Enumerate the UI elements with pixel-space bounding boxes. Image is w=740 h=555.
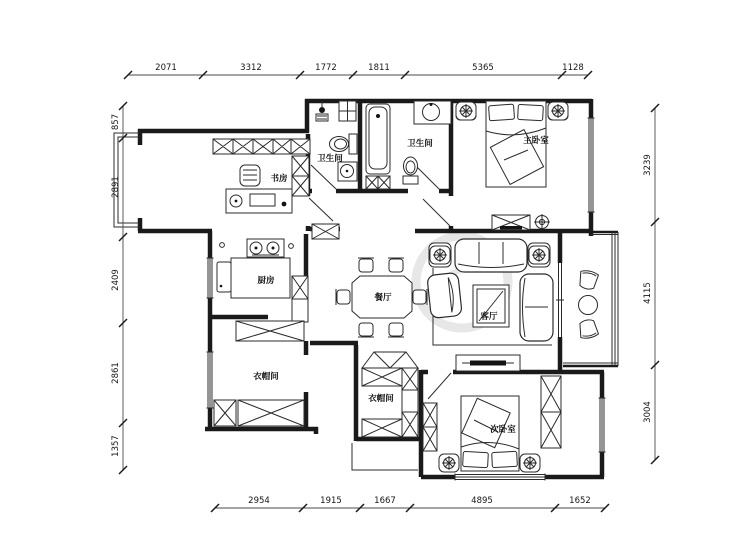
lamp-icon bbox=[520, 454, 540, 472]
dim-left-0: 857 bbox=[111, 113, 121, 131]
washbasin-icon bbox=[338, 162, 357, 181]
dining-chair-icon bbox=[358, 323, 374, 337]
knob-icon bbox=[220, 243, 225, 248]
knob-icon bbox=[289, 244, 294, 249]
lamp-icon bbox=[548, 102, 568, 120]
shelf-icon bbox=[339, 101, 356, 121]
balcony-chair-icon bbox=[578, 269, 599, 290]
dim-left-2: 2409 bbox=[111, 269, 121, 291]
dim-left-3: 2861 bbox=[111, 362, 121, 384]
armchair-icon bbox=[427, 272, 462, 318]
fridge-icon bbox=[217, 262, 231, 292]
room-kitchen bbox=[217, 239, 308, 322]
balcony-chair-icon bbox=[578, 318, 599, 339]
dim-top-1: 3312 bbox=[240, 63, 262, 73]
hallway-pillar-icon bbox=[312, 224, 339, 239]
laundry-cabinet-icon bbox=[366, 176, 390, 189]
study-door bbox=[309, 198, 333, 221]
room-label-second: 次卧室 bbox=[490, 425, 516, 435]
dim-bottom-1: 1915 bbox=[320, 496, 342, 506]
wardrobe-bottom-icon bbox=[214, 400, 304, 426]
room-label-bath1: 卫生间 bbox=[317, 154, 343, 164]
room-study bbox=[213, 139, 310, 213]
dim-top-5: 1128 bbox=[562, 63, 584, 73]
living-tv-cabinet-icon bbox=[456, 355, 520, 371]
kitchen-window bbox=[207, 258, 214, 298]
toilet-icon bbox=[330, 134, 358, 154]
dimensions-right bbox=[643, 104, 659, 464]
bookshelf-icon bbox=[213, 139, 310, 154]
entry-door bbox=[428, 373, 451, 399]
loveseat-icon bbox=[520, 274, 553, 341]
vanity-counter-icon bbox=[414, 101, 451, 124]
dimensions-bottom bbox=[211, 496, 609, 512]
dim-bottom-2: 1667 bbox=[374, 496, 396, 506]
dim-right-2: 3004 bbox=[643, 401, 653, 423]
bedroom-bottom-window bbox=[455, 474, 545, 481]
dim-left-4: 1357 bbox=[111, 435, 121, 457]
porch-icon bbox=[362, 352, 418, 368]
room-bath1 bbox=[316, 101, 357, 181]
room-label-dining: 餐厅 bbox=[374, 293, 392, 303]
room-master bbox=[456, 101, 568, 230]
dim-top-3: 1811 bbox=[368, 63, 390, 73]
balcony-table-icon bbox=[579, 296, 598, 315]
dimensions-left bbox=[111, 102, 127, 474]
sofa-3seat-icon bbox=[455, 239, 527, 272]
wardrobe-top-icon bbox=[236, 321, 304, 341]
office-chair-icon bbox=[240, 165, 260, 186]
room-label-kitchen: 厨房 bbox=[257, 276, 275, 286]
dim-bottom-4: 1652 bbox=[569, 496, 591, 506]
room-label-master: 主卧室 bbox=[523, 136, 549, 146]
cloakroom-window bbox=[207, 352, 214, 408]
bedroom-window bbox=[599, 398, 606, 452]
shower-icon bbox=[316, 101, 328, 121]
room-cloak2 bbox=[352, 352, 418, 470]
master-door bbox=[423, 199, 450, 226]
dim-top-0: 2071 bbox=[155, 63, 177, 73]
room-label-cloak1: 衣帽间 bbox=[253, 372, 279, 382]
room-bath2 bbox=[366, 101, 451, 189]
stove-icon bbox=[247, 239, 284, 257]
master-window bbox=[588, 118, 595, 212]
bathtub-icon bbox=[366, 104, 390, 174]
dim-left-1: 2891 bbox=[111, 176, 121, 198]
lamp-icon bbox=[439, 454, 459, 472]
entry-landing bbox=[352, 443, 418, 470]
room-label-bath2: 卫生间 bbox=[407, 139, 433, 149]
room-second bbox=[423, 376, 561, 472]
desk-icon bbox=[226, 189, 292, 213]
dining-chair-icon bbox=[388, 258, 404, 272]
dim-right-0: 3239 bbox=[643, 154, 653, 176]
dim-bottom-3: 4895 bbox=[471, 496, 493, 506]
lamp-icon bbox=[430, 246, 450, 264]
dim-top-4: 5365 bbox=[472, 63, 494, 73]
dining-chair-icon bbox=[413, 289, 427, 305]
dining-chair-icon bbox=[358, 258, 374, 272]
ceiling-lamp-icon bbox=[534, 214, 550, 230]
dining-chair-icon bbox=[336, 289, 350, 305]
balcony-sliding-door bbox=[556, 263, 564, 337]
lamp-icon bbox=[456, 102, 476, 120]
kitchen-cabinet-icon bbox=[292, 276, 308, 322]
dimensions-top bbox=[124, 63, 592, 79]
room-cloak1 bbox=[214, 321, 304, 426]
dining-chair-icon bbox=[388, 323, 404, 337]
toilet2-icon bbox=[403, 157, 418, 184]
room-label-cloak2: 衣帽间 bbox=[368, 394, 394, 404]
room-living bbox=[427, 239, 553, 371]
dim-bottom-0: 2954 bbox=[248, 496, 270, 506]
balcony bbox=[578, 269, 599, 339]
bath1-door bbox=[311, 165, 336, 189]
lamp-icon bbox=[529, 246, 549, 264]
dim-right-1: 4115 bbox=[643, 282, 653, 304]
dim-top-2: 1772 bbox=[315, 63, 337, 73]
room-label-living: 客厅 bbox=[480, 312, 498, 322]
room-label-study: 书房 bbox=[270, 174, 288, 184]
study-cabinet-icon bbox=[292, 156, 309, 196]
master-tv-cabinet-icon bbox=[492, 215, 530, 230]
